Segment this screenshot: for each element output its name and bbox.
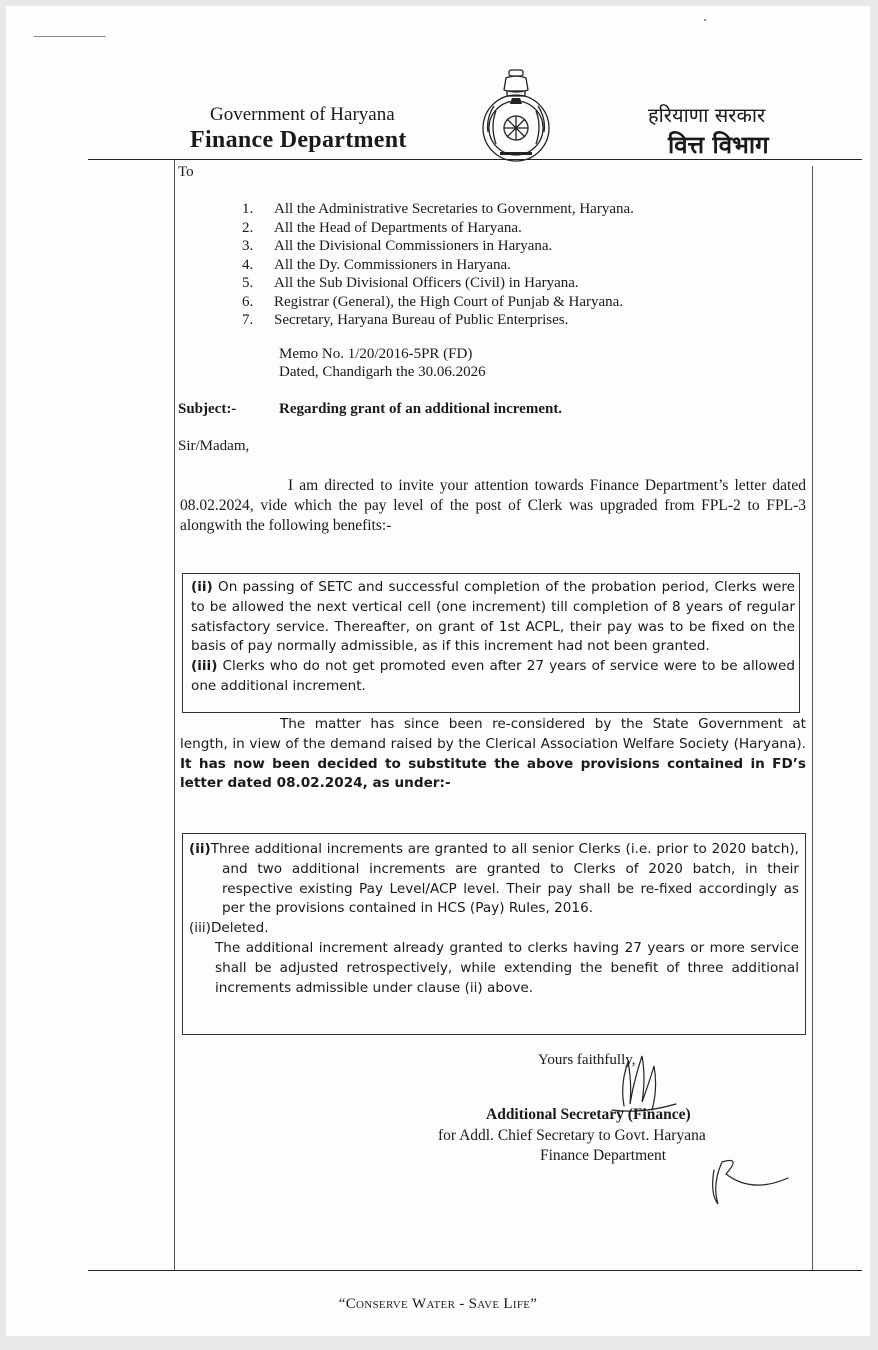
recipient-text: All the Administrative Secretaries to Government, Haryana.	[274, 201, 634, 217]
substituted-note: The additional increment already granted to clerks having 27 years or more service shall be adjusted retrospectively, while extending the benefit of three additional increments admissible under clause (ii) above.	[215, 939, 799, 996]
recipient-number: 3.	[242, 238, 254, 254]
substituted-provisions-box	[182, 833, 806, 1035]
original-provisions-box	[182, 573, 800, 713]
salutation: Sir/Madam,	[178, 438, 250, 454]
footer-slogan	[6, 1296, 870, 1313]
right-margin-line	[812, 166, 813, 1270]
signatory-line-2: for Addl. Chief Secretary to Govt. Haryana	[438, 1127, 706, 1144]
clause-label: (ii)	[191, 579, 213, 595]
memo-number: Memo No. 1/20/2016-5PR (FD)	[279, 346, 473, 362]
body-paragraph-1	[180, 476, 806, 536]
closing-line: Yours faithfully,	[538, 1052, 636, 1068]
body-paragraph-1-text: I am directed to invite your attention towards Finance Department’s letter dated 08.02.2024, vide which the pay level of the post of Clerk was upgraded from FPL-2 to FPL-3 alongwith the following benefits:-	[180, 477, 806, 534]
recipient-number: 7.	[242, 312, 254, 328]
original-clause-ii	[191, 578, 795, 657]
recipient-text: All the Dy. Commissioners in Haryana.	[274, 256, 511, 273]
recipient-number: 5.	[242, 275, 254, 291]
original-provisions-text	[191, 578, 795, 697]
body-paragraph-2	[180, 715, 806, 794]
substituted-clause-ii	[189, 840, 799, 919]
haryana-state-emblem-icon	[476, 66, 556, 166]
footer-slogan-part: C	[345, 1296, 357, 1312]
subject-line	[178, 401, 562, 418]
footer-slogan-part: ife	[512, 1296, 531, 1312]
original-clause-iii	[191, 657, 795, 697]
header-divider	[88, 159, 862, 160]
recipient-text: All the Divisional Commissioners in Haryana.	[274, 238, 553, 254]
footer-slogan-part: ”	[530, 1296, 538, 1312]
recipient-item	[242, 237, 634, 256]
substituted-provisions-text	[189, 840, 799, 998]
memo-block	[279, 345, 486, 381]
recipient-item	[242, 293, 634, 312]
clause-label: (iii)	[191, 658, 218, 675]
footer-slogan-part: L	[503, 1296, 513, 1312]
recipient-item	[242, 219, 634, 238]
clause-text: Clerks who do not get promoted even after 27 years of service were to be allowed one additional increment.	[191, 658, 795, 694]
clause-text: On passing of SETC and successful completion of the probation period, Clerks were to be allowed the next vertical cell (one increment) till completion of 8 years of regular satisfactory service. Thereafter, on grant of 1st ACPL, their pay was to be fixed on the basis of pay normally admissible, as if this increment had not been granted.	[191, 579, 795, 655]
recipient-text: Secretary, Haryana Bureau of Public Enterprises.	[274, 312, 569, 328]
footer-slogan-part: ater -	[426, 1296, 469, 1312]
clause-label: (ii)	[189, 841, 211, 857]
body-paragraph-2-text: The matter has since been re-considered by the State Government at length, in view of the demand raised by the Clerical Association Welfare Society (Haryana).	[180, 716, 806, 752]
substituted-clause-iii	[189, 919, 799, 939]
recipient-number: 1.	[242, 201, 254, 217]
signatory-title: Additional Secretary (Finance)	[486, 1106, 691, 1123]
header-government-name-hindi: हरियाणा सरकार	[648, 103, 766, 127]
scan-dot	[704, 19, 706, 21]
recipient-item	[242, 256, 634, 275]
recipient-text: Registrar (General), the High Court of Punjab & Haryana.	[274, 293, 624, 310]
recipient-text: All the Sub Divisional Officers (Civil) in Haryana.	[274, 275, 579, 291]
body-paragraph-2-decision: It has now been decided to substitute the above provisions contained in FD’s letter dated 08.02.2024, as under:-	[180, 755, 806, 792]
memo-date: Dated, Chandigarh the 30.06.2026	[279, 364, 486, 380]
footer-slogan-part: S	[468, 1296, 478, 1312]
left-margin-line	[174, 160, 175, 1270]
footer-slogan-part: W	[412, 1296, 427, 1312]
recipient-text: All the Head of Departments of Haryana.	[274, 219, 522, 236]
subject-label: Subject:-	[178, 401, 237, 417]
scan-mark	[34, 36, 106, 37]
recipient-item	[242, 274, 634, 293]
addressee-to: To	[178, 164, 194, 180]
footer-slogan-part: onserve	[356, 1296, 413, 1312]
clause-label: (iii)	[189, 920, 211, 937]
recipient-list	[242, 200, 634, 330]
header-department-name-hindi: वित्त विभाग	[668, 131, 769, 159]
footer-divider	[88, 1270, 862, 1271]
header-department-name: Finance Department	[190, 127, 407, 153]
recipient-item	[242, 311, 634, 330]
clause-text: Three additional increments are granted to all senior Clerks (i.e. prior to 2020 batch), and two additional increments are granted to Clerks of 2020 batch, in their respective existing Pay Level/ACP level. Their pay shall be re-fixed accordingly as per the provisions contained in HCS (Pay) Rules, 2016.	[210, 841, 799, 917]
header-government-name: Government of Haryana	[210, 104, 395, 125]
footer-slogan-part: “	[338, 1296, 346, 1312]
footer-slogan-part: ave	[477, 1296, 504, 1312]
recipient-number: 6.	[242, 293, 254, 310]
document-page	[6, 6, 870, 1336]
recipient-item	[242, 200, 634, 219]
clause-text: Deleted.	[210, 920, 269, 937]
recipient-number: 4.	[242, 256, 254, 273]
signatory-line-3: Finance Department	[540, 1147, 667, 1164]
subject-text: Regarding grant of an additional increment.	[279, 401, 563, 417]
recipient-number: 2.	[242, 219, 254, 236]
